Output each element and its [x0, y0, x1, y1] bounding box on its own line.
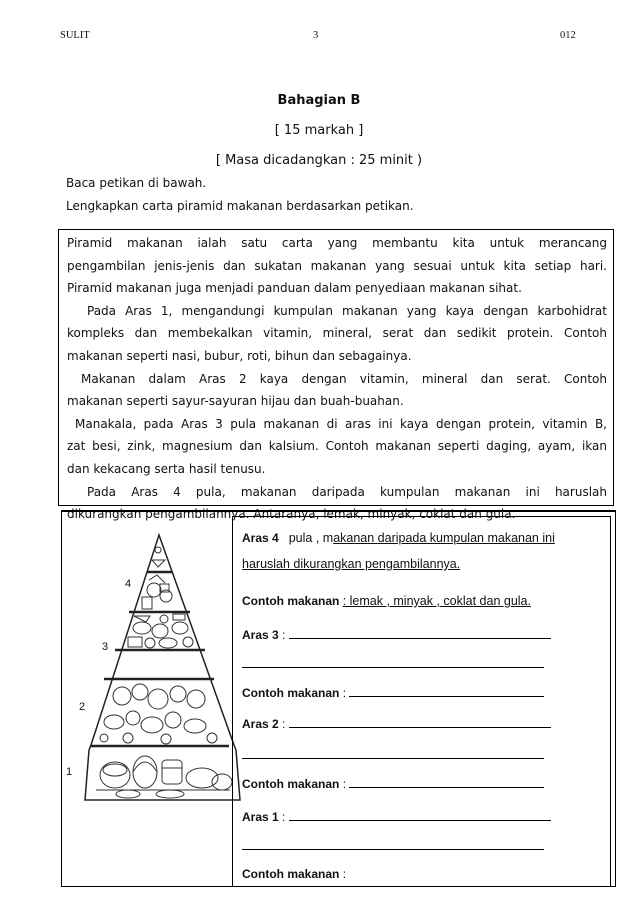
passage-line: Piramid makanan juga menjadi panduan dalam penyediaan makanan sihat.: [67, 281, 522, 296]
contoh-label: Contoh makanan: [242, 686, 340, 700]
aras1-answer-line[interactable]: [242, 849, 544, 850]
aras1-label: Aras 1: [242, 810, 279, 824]
passage-line: pengambilan jenis-jenis dan sukatan makanan yang sesuai untuk kita setiap hari.: [67, 258, 607, 273]
aras3-answer-blank[interactable]: [289, 628, 551, 639]
aras1-answer-blank[interactable]: [289, 810, 551, 821]
pyramid-level-3-label: 3: [102, 641, 109, 653]
aras3-answer-line[interactable]: [242, 667, 544, 668]
colon: :: [282, 717, 286, 731]
protein-foods: [128, 614, 193, 648]
aras2-contoh-blank[interactable]: [349, 777, 544, 788]
pyramid-outline: [85, 535, 240, 800]
aras2-row: [242, 717, 551, 731]
aras4-contoh-answer: : lemak , minyak , coklat dan gula.: [342, 594, 531, 608]
aras1-row: [242, 810, 551, 824]
pyramid-level-2-label: 2: [79, 701, 86, 713]
aras2-answer-blank[interactable]: [289, 717, 551, 728]
instruction-complete: Lengkapkan carta piramid makanan berdasarkan petikan.: [66, 199, 414, 213]
colon: :: [342, 867, 347, 881]
aras4-text-c: haruslah dikurangkan pengambilannya.: [242, 557, 461, 571]
aras3-row: [242, 628, 551, 642]
header-sulit: SULIT: [60, 30, 90, 41]
aras4-row: [242, 531, 555, 545]
answer-box: [232, 516, 611, 887]
passage-line-text: Pada Aras 4 pula, makanan daripada kumpulan makanan ini haruslah: [87, 484, 607, 499]
contoh-label: Contoh makanan: [242, 777, 340, 791]
passage-line-text: Manakala, pada Aras 3 pula makanan di aras ini kaya dengan protein, vitamin B,: [75, 416, 607, 431]
instruction-read: Baca petikan di bawah.: [66, 176, 207, 190]
page-number: 3: [313, 30, 319, 41]
carbohydrate-foods: [96, 756, 232, 798]
aras3-contoh-row: [242, 686, 544, 700]
passage-line: makanan seperti sayur-sayuran hijau dan buah-buahan.: [67, 394, 404, 409]
section-time: [ Masa dicadangkan : 25 minit ): [215, 153, 423, 168]
passage-line: kompleks dan membekalkan vitamin, mineral, serat dan sedikit protein. Contoh: [67, 326, 607, 341]
aras4-label: Aras 4: [242, 531, 279, 545]
aras2-label: Aras 2: [242, 717, 279, 731]
vegetable-fruit-foods: [100, 684, 217, 744]
aras3-contoh-blank[interactable]: [349, 686, 544, 697]
pyramid-level-1-label: 1: [66, 766, 73, 778]
contoh-label: Contoh makanan: [242, 867, 340, 881]
colon: :: [342, 777, 347, 791]
passage-line: zat besi, zink, magnesium dan kalsium. Contoh makanan seperti daging, ayam, ikan: [67, 439, 607, 454]
paper-code: 012: [560, 30, 576, 41]
passage-line: dan kekacang serta hasil tenusu.: [67, 461, 266, 476]
pyramid-level-4-label: 4: [125, 578, 132, 590]
section-title: Bahagian B: [277, 93, 361, 108]
aras1-contoh-row: [242, 867, 346, 881]
aras4-contoh-row: [242, 594, 531, 608]
passage-line: makanan seperti nasi, bubur, roti, bihun dan sebagainya.: [67, 348, 412, 363]
aras2-contoh-row: [242, 777, 544, 791]
section-marks: [ 15 markah ]: [274, 123, 364, 138]
aras4-text-a: pula , m: [288, 531, 334, 545]
colon: :: [282, 810, 286, 824]
passage-line: Piramid makanan ialah satu carta yang membantu kita untuk merancang: [67, 236, 607, 250]
contoh-label: Contoh makanan: [242, 594, 340, 608]
aras4-text-b: akanan daripada kumpulan makanan ini: [333, 531, 555, 545]
passage-line-text: Makanan dalam Aras 2 kaya dengan vitamin, mineral dan serat. Contoh: [81, 371, 607, 386]
passage-line-text: Pada Aras 1, mengandungi kumpulan makanan yang kaya dengan karbohidrat: [87, 303, 607, 318]
colon: :: [342, 686, 347, 700]
colon: :: [282, 628, 286, 642]
passage-line: dikurangkan pengambilannya. Antaranya, lemak, minyak, coklat dan gula.: [67, 507, 516, 522]
aras3-label: Aras 3: [242, 628, 279, 642]
fats-sugar-foods: [142, 547, 172, 609]
aras2-answer-line[interactable]: [242, 758, 544, 759]
